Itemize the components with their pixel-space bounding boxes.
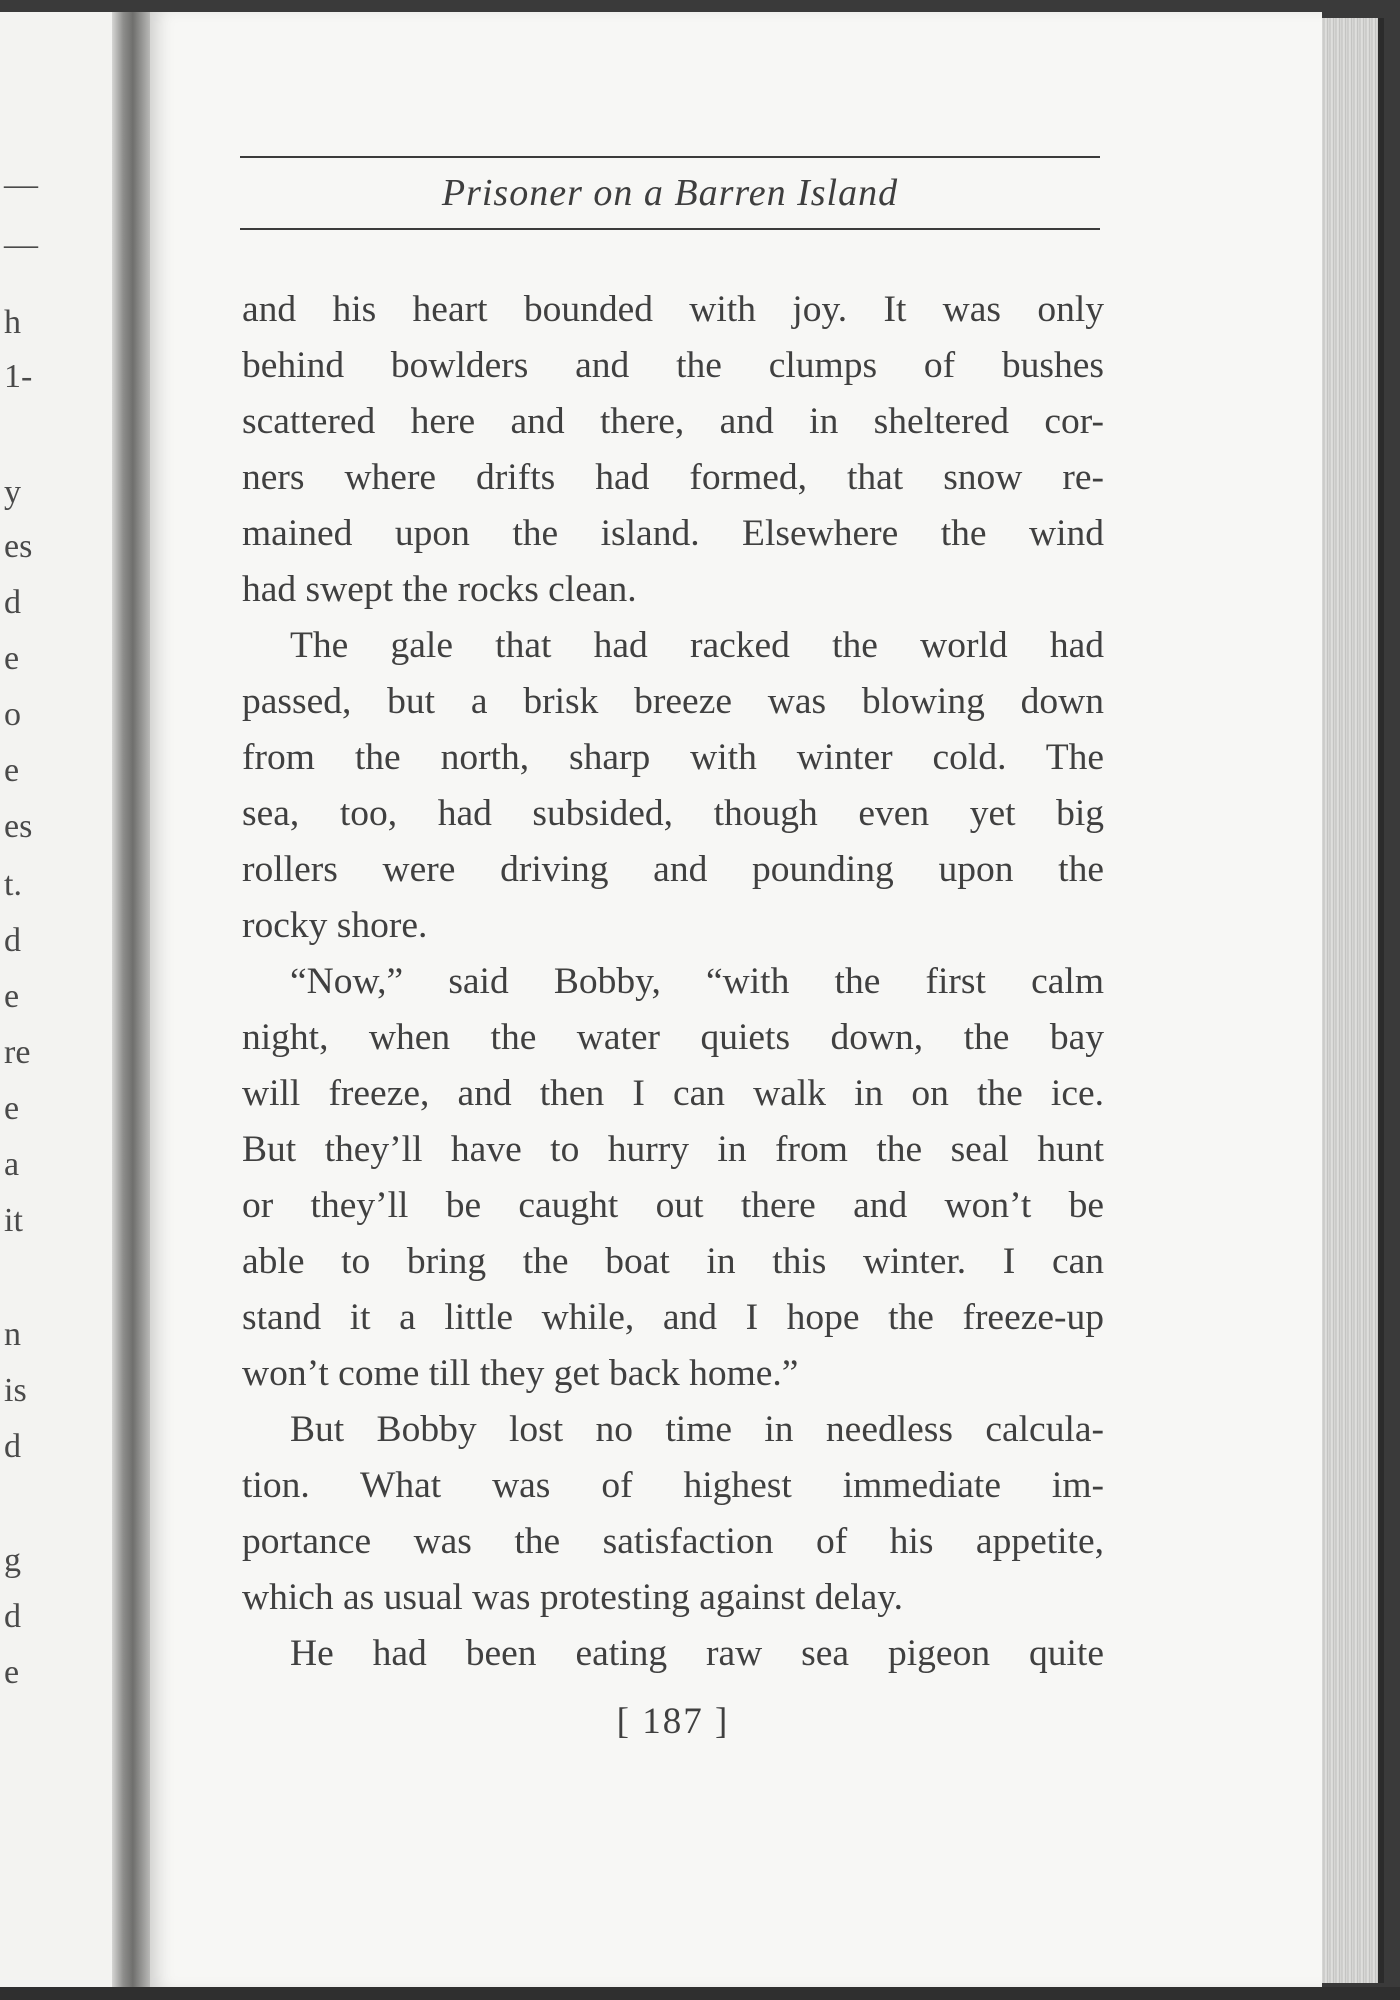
text-line: The gale that had racked the world had (290, 625, 1104, 666)
facing-page-text-fragment: — (4, 166, 38, 203)
facing-page-text-fragment: d (4, 584, 21, 621)
facing-page-text-fragment: e (4, 640, 20, 677)
text-line: sea, too, had subsided, though even yet big (242, 793, 1104, 834)
facing-page-text-fragment: d (4, 1598, 21, 1635)
facing-page-text-fragment: y (4, 474, 21, 511)
text-line: stand it a little while, and I hope the freeze-up (242, 1297, 1104, 1338)
text-line: passed, but a brisk breeze was blowing down (242, 681, 1104, 722)
facing-page-text-fragment: g (4, 1542, 21, 1579)
text-line: tion. What was of highest immediate im- (242, 1465, 1104, 1506)
text-line: from the north, sharp with winter cold. The (242, 737, 1104, 778)
facing-page-text-fragment: t. (4, 866, 22, 903)
text-line: won’t come till they get back home.” (242, 1353, 799, 1394)
text-line: night, when the water quiets down, the bay (242, 1017, 1104, 1058)
page-number: [ 187 ] (616, 1701, 730, 1742)
header-bottom-rule (240, 228, 1100, 230)
book-gutter (112, 12, 150, 1987)
text-line: had swept the rocks clean. (242, 569, 637, 610)
facing-page-text-fragment: e (4, 1090, 20, 1127)
facing-page-text-fragment: e (4, 1654, 20, 1691)
text-line: He had been eating raw sea pigeon quite (290, 1633, 1104, 1674)
facing-page-text-fragment: es (4, 808, 33, 845)
text-line: and his heart bounded with joy. It was only (242, 289, 1104, 330)
facing-page-text-fragment: 1- (4, 358, 33, 395)
facing-page-text-fragment: d (4, 1428, 21, 1465)
body-text (242, 282, 1104, 1682)
text-line: But Bobby lost no time in needless calcula- (290, 1409, 1104, 1450)
running-head: Prisoner on a Barren Island (441, 172, 899, 214)
facing-page-text-fragment: is (4, 1372, 27, 1409)
facing-page-text-fragment: es (4, 528, 33, 565)
text-line: able to bring the boat in this winter. I can (242, 1241, 1104, 1282)
text-line: behind bowlders and the clumps of bushes (242, 345, 1104, 386)
facing-page-text-fragment: re (4, 1034, 31, 1071)
page-edges (1322, 18, 1384, 1983)
scan-border (0, 1987, 1400, 2000)
text-line: scattered here and there, and in sheltered cor- (242, 401, 1104, 442)
facing-page-text-fragment: e (4, 752, 20, 789)
text-line: or they’ll be caught out there and won’t be (242, 1185, 1104, 1226)
text-line: rocky shore. (242, 905, 428, 946)
page-header (240, 156, 1100, 230)
text-line: But they’ll have to hurry in from the seal hunt (242, 1129, 1104, 1170)
text-line: which as usual was protesting against delay. (242, 1577, 903, 1618)
text-line: ners where drifts had formed, that snow re- (242, 457, 1104, 498)
facing-page-text-fragment: e (4, 978, 20, 1015)
facing-page-text-fragment: d (4, 922, 21, 959)
facing-page-text-fragment: h (4, 304, 21, 341)
text-line: mained upon the island. Elsewhere the wind (242, 513, 1104, 554)
facing-page-text-fragment: n (4, 1316, 21, 1353)
text-line: will freeze, and then I can walk in on the ice. (242, 1073, 1104, 1114)
facing-page-fragment (0, 12, 120, 1992)
text-line: rollers were driving and pounding upon the (242, 849, 1104, 890)
facing-page-text-fragment: it (4, 1202, 23, 1239)
text-line: “Now,” said Bobby, “with the first calm (290, 961, 1104, 1002)
facing-page-text-fragment: a (4, 1146, 20, 1183)
text-line: portance was the satisfaction of his appetite, (242, 1521, 1104, 1562)
facing-page-text-fragment: — (4, 226, 38, 263)
facing-page-text-fragment: o (4, 696, 21, 733)
